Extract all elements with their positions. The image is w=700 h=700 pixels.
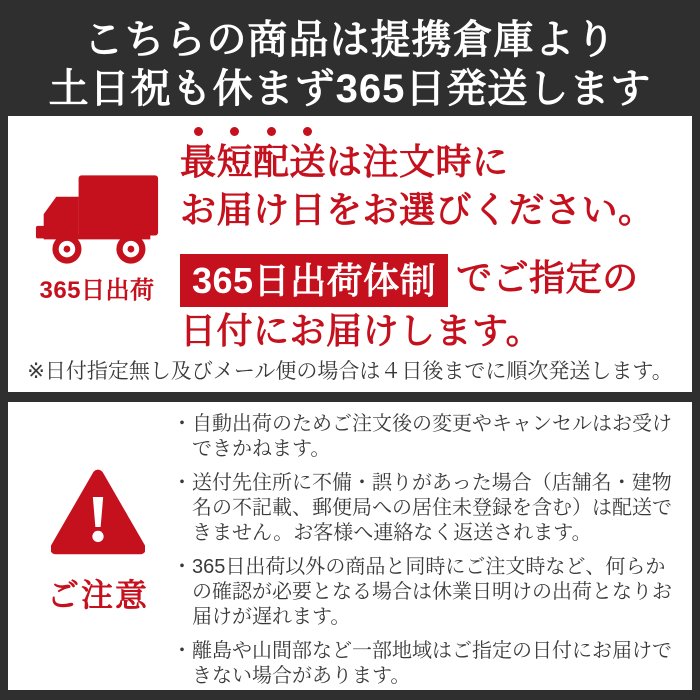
notice-item xyxy=(172,412,682,462)
truck-label: 365日出荷 xyxy=(39,277,155,304)
caution-label: ご注意 xyxy=(46,577,149,613)
header-line1: こちらの商品は提携倉庫より xyxy=(83,18,617,62)
emphasized-text xyxy=(180,138,326,186)
notice-text: 自動出荷のためご注文後の変更やキャンセルはお受けできかねます。 xyxy=(192,413,672,460)
caution-column xyxy=(28,468,168,616)
delivery-line4: 日付にお届けします。 xyxy=(180,309,543,351)
emphasis-dots xyxy=(180,127,326,136)
header-banner xyxy=(0,0,700,132)
shipping-note: ※日付指定無し及びメール便の場合は４日後までに順次発送します。 xyxy=(27,360,673,383)
bullet: ・ xyxy=(172,472,192,494)
truck-icon xyxy=(34,172,160,268)
bullet: ・ xyxy=(172,556,192,578)
line3-rest: でご指定の xyxy=(456,257,639,298)
warning-icon xyxy=(51,468,145,556)
delivery-message xyxy=(180,122,655,355)
notice-text: 365日出荷以外の商品と同時にご注文時など、何らかの確認が必要となる場合は休業日明けの出荷となりお届けが遅れます。 xyxy=(192,556,672,628)
bullet: ・ xyxy=(172,413,192,435)
caution-panel xyxy=(8,402,692,690)
line1-rest: は注文時に xyxy=(326,141,509,182)
notice-item xyxy=(172,639,682,689)
delivery-line3 xyxy=(180,250,655,307)
delivery-line1 xyxy=(180,122,655,186)
notice-text: 離島や山間部など一部地域はご指定の日付にお届けできない場合があります。 xyxy=(192,640,672,687)
notice-item xyxy=(172,555,682,630)
line1-emphasis: 最短配送 xyxy=(180,141,327,182)
bullet: ・ xyxy=(172,640,192,662)
notice-text: 送付先住所に不備・誤りがあった場合（店舗名・建物名の不記載、郵便局への居住未登録を含む）は配送できません。お客様へ連絡なく返送されます。 xyxy=(192,472,672,544)
truck-column xyxy=(16,172,178,305)
delivery-line2: お届け日をお選びください。 xyxy=(180,189,655,230)
shipping-panel xyxy=(8,116,692,392)
notice-list xyxy=(172,412,682,698)
notice-item xyxy=(172,471,682,546)
header-line2: 土日祝も休まず365日発送します xyxy=(48,66,652,111)
shipping-badge: 365日出荷体制 xyxy=(180,254,448,307)
